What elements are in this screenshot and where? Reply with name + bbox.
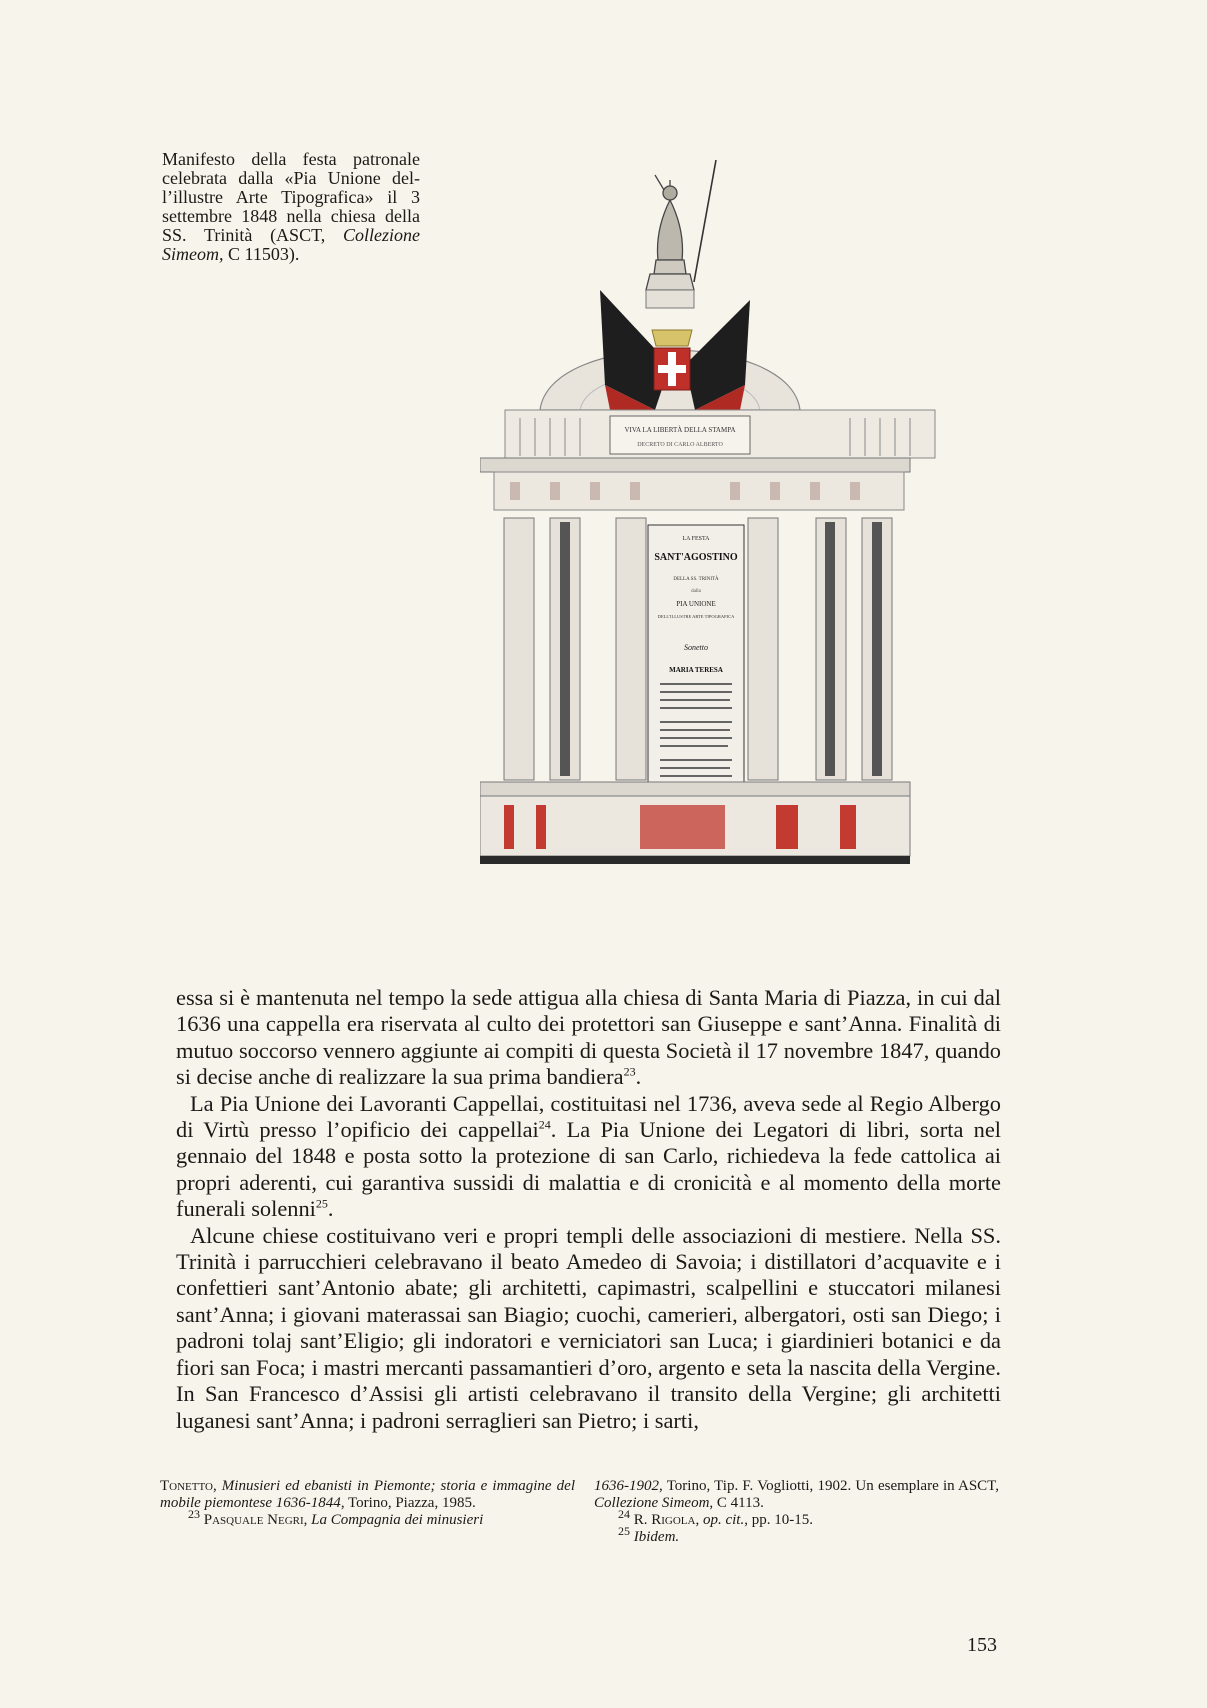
caption-text: Manifesto della festa patronale celebrata dalla «Pia Unione dell’illustre Arte Tipografica» il 3 settembre 1848 nella chiesa della SS. Trinità (ASCT, xyxy=(162,149,420,245)
manifesto-illustration xyxy=(480,160,985,960)
poster-heading: LA FESTA xyxy=(682,536,710,542)
main-text xyxy=(176,985,1001,1434)
paragraph-3: Alcune chiese costituivano veri e propri templi delle associazioni di mestiere. Nella SS. Trinità i parrucchieri celebravano il beato Amedeo di Savoia; i distillatori d’acquavite e i confettieri sant’Antonio abate; gli architetti, capimastri, scalpellini e stuccatori milanesi sant’Anna; i giovani materassai san Biagio; cuochi, camerieri, albergatori, osti san Diego; i padroni tolaj sant’Eligio; gli indoratori e verniciatori san Luca; i giardinieri botanici e da fiori san Foca; i mastri mercanti passamantieri d’oro, argento e seta la nascita della Vergine. In San Francesco d’Assisi gli artisti celebravano il transito della Vergine; gli architetti luganesi sant’Anna; i padroni serraglieri san Pietro; i sarti, xyxy=(176,1222,1001,1433)
poster-church: DELLA SS. TRINITÀ xyxy=(673,577,719,582)
caption-ref: C 11503). xyxy=(223,244,300,264)
festa-poster xyxy=(648,525,744,793)
banner-plaque xyxy=(610,416,750,454)
statue-figure xyxy=(646,160,716,290)
footnotes-left xyxy=(160,1478,575,1529)
footnote-23: $^{23}$ Pasquale Negri, La Compagnia dei minusieri xyxy=(188,1507,484,1528)
footnotes-right xyxy=(594,1478,999,1546)
banner-line-1: VIVA LA LIBERTÀ DELLA STAMPA xyxy=(624,426,736,434)
paragraph-2: La Pia Unione dei Lavoranti Cappellai, costituitasi nel 1736, aveva sede al Regio Albergo di Virtù presso l’opificio dei cappellai$^{24}$. La Pia Unione dei Legatori di libri, sorta nel gennaio del 1848 e posta sotto la protezione di san Carlo, richiedeva la fede cattolica ai propri aderenti, cui garantiva sussidi di malattia e di cronicità e al momento della morte funerali solenni$^{25}$. xyxy=(176,1090,1001,1222)
note-ref-24: 24 xyxy=(538,1117,551,1132)
footnote-23-continued: 1636-1902, Torino, Tip. F. Vogliotti, 1902. Un esemplare in ASCT, Collezione Simeom, C 4113. xyxy=(594,1478,999,1511)
banner-line-2: DECRETO DI CARLO ALBERTO xyxy=(637,442,723,448)
note-ref-23: 23 xyxy=(623,1064,636,1079)
poster-arte: DELL'ILLUSTRE ARTE TIPOGRAFICA xyxy=(657,614,735,619)
figure-caption xyxy=(162,150,420,264)
poster-maria-teresa: MARIA TERESA xyxy=(669,666,723,674)
page-number: 153 xyxy=(967,1634,997,1656)
poster-sonetto: Sonetto xyxy=(684,643,708,652)
caption-collection: Collezione Simeom, xyxy=(162,225,420,264)
footnote-24: $^{24}$ R. Rigola, op. cit., pp. 10-15. xyxy=(618,1507,813,1528)
poster-pia-unione: PIA UNIONE xyxy=(676,600,716,608)
note-ref-25: 25 xyxy=(315,1196,328,1211)
paragraph-1: essa si è mantenuta nel tempo la sede attigua alla chiesa di Santa Maria di Piazza, in cui dal 1636 una cappella era riservata al culto dei protettori san Giuseppe e sant’Anna. Finalità di mutuo soccorso vennero aggiunte ai compiti di questa Società il 17 novembre 1847, quando si decise anche di realizzare la sua prima bandiera$^{23}$. xyxy=(176,985,1001,1090)
footnote-25: $^{25}$ Ibidem. xyxy=(618,1524,680,1545)
footnote-continued: Tonetto, Minusieri ed ebanisti in Piemonte; storia e immagine del mobile piemontese 1636-1844, Torino, Piazza, 1985. xyxy=(160,1478,575,1511)
poster-dalla: dalla xyxy=(691,589,701,594)
poster-title: SANT'AGOSTINO xyxy=(654,552,738,563)
